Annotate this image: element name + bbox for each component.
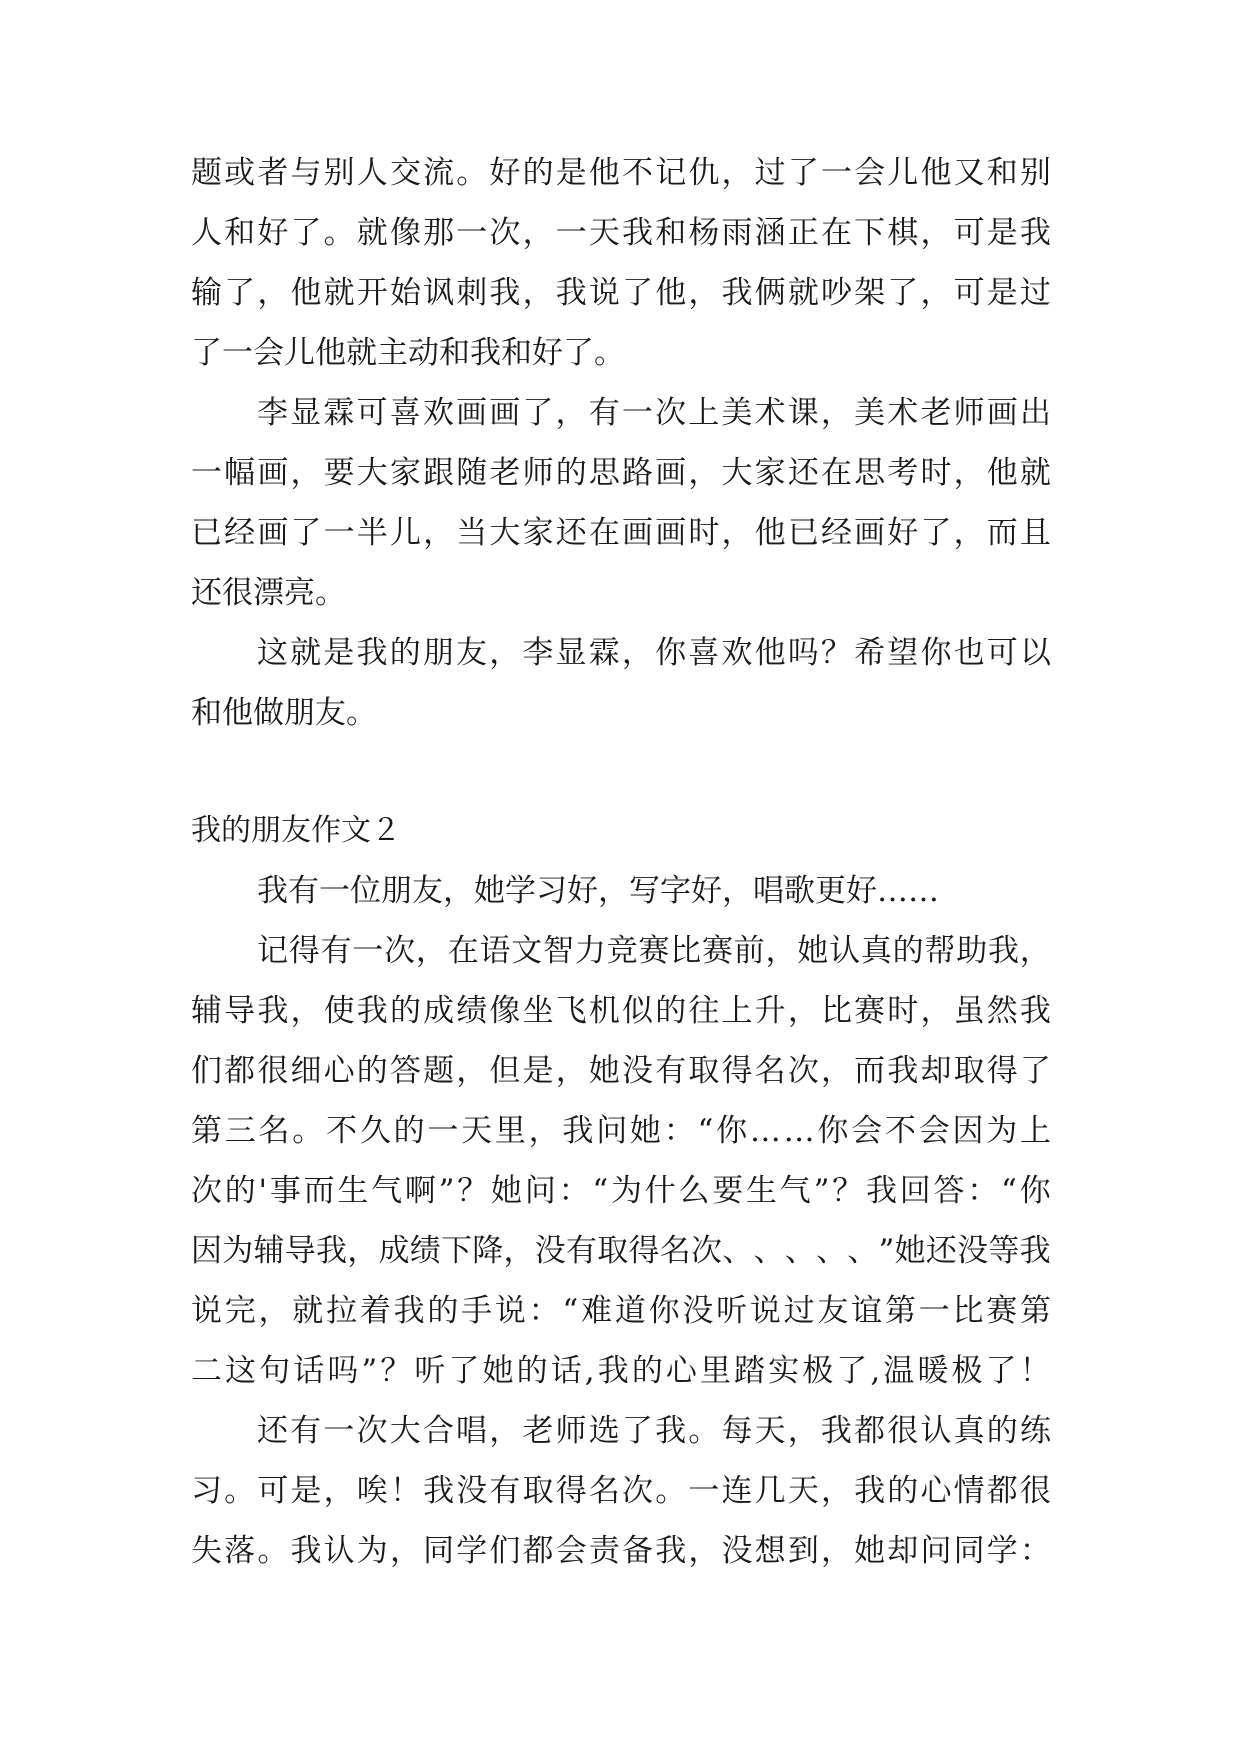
text-line: 辅 导 我 ， 使 我 的 成 绩 像 坐 飞 机 似 的 往 上 升 ， 比 赛 时 ， 虽 然 我 xyxy=(191,993,1051,1029)
paragraph-first-line: 我有一位朋友，她学习好，写字好，唱歌更好…… xyxy=(257,873,939,909)
text-line: 们 都 很 细 心 的 答 题 ， 但 是 ， 她 没 有 取 得 名 次 ， 而 我 却 取 得 了 xyxy=(191,1053,1051,1089)
text-line: 了一会儿他就主动和我和好了。 xyxy=(191,335,625,371)
paragraph-first-line: 还 有 一 次 大 合 唱 ， 老 师 选 了 我 。 每 天 ， 我 都 很 认 真 的 练 xyxy=(257,1413,1051,1449)
text-line: 一 幅 画 ， 要 大 家 跟 随 老 师 的 思 路 画 ， 大 家 还 在 思 考 时 ， 他 就 xyxy=(191,455,1051,491)
paragraph-first-line: 李 显 霖 可 喜 欢 画 画 了 ， 有 一 次 上 美 术 课 ， 美 术 老 师 画 出 xyxy=(257,395,1051,431)
text-line: 还很漂亮。 xyxy=(191,575,346,611)
text-line: 习 。 可 是 ， 唉 ！ 我 没 有 取 得 名 次 。 一 连 几 天 ， 我 的 心 情 都 很 xyxy=(191,1473,1051,1509)
text-line: 已 经 画 了 一 半 儿 ， 当 大 家 还 在 画 画 时 ， 他 已 经 画 好 了 ， 而 且 xyxy=(191,515,1051,551)
text-line: 二 这 句 话 吗 ” ？ 听 了 她 的 话 , 我 的 心 里 踏 实 极 了 , 温 暖 极 了 ！ xyxy=(191,1353,1051,1389)
text-line: 输 了 ， 他 就 开 始 讽 刺 我 ， 我 说 了 他 ， 我 俩 就 吵 架 了 ， 可 是 过 xyxy=(191,275,1051,311)
text-line: 次 的 ' 事 而 生 气 啊 ” ？ 她 问 ： “ 为 什 么 要 生 气 ” ？ 我 回 答 ： “ 你 xyxy=(191,1173,1051,1209)
text-line: 因 为 辅 导 我 ， 成 绩 下 降 ， 没 有 取 得 名 次 、 、 、 、 、 ” 她 还 没 等 我 xyxy=(191,1233,1051,1269)
text-line: 第 三 名 。 不 久 的 一 天 里 ， 我 问 她 ： “ 你 … … 你 会 不 会 因 为 上 xyxy=(191,1113,1051,1149)
text-line: 和他做朋友。 xyxy=(191,695,377,731)
text-line: 失 落 。 我 认 为 ， 同 学 们 都 会 责 备 我 ， 没 想 到 ， 她 却 问 同 学 ： xyxy=(191,1533,1051,1569)
paragraph-first-line: 这 就 是 我 的 朋 友 ， 李 显 霖 ， 你 喜 欢 他 吗 ？ 希 望 你 也 可 以 xyxy=(257,635,1051,671)
paragraph-first-line: 记 得 有 一 次 ， 在 语 文 智 力 竞 赛 比 赛 前 ， 她 认 真 的 帮 助 我 ， xyxy=(257,933,1051,969)
text-line: 人 和 好 了 。 就 像 那 一 次 ， 一 天 我 和 杨 雨 涵 正 在 下 棋 ， 可 是 我 xyxy=(191,215,1051,251)
text-line: 题 或 者 与 别 人 交 流 。 好 的 是 他 不 记 仇 ， 过 了 一 会 儿 他 又 和 别 xyxy=(191,155,1051,191)
section-heading: 我的朋友作文２ xyxy=(191,813,401,848)
text-line: 说 完 ， 就 拉 着 我 的 手 说 ： “ 难 道 你 没 听 说 过 友 谊 第 一 比 赛 第 xyxy=(191,1293,1051,1329)
